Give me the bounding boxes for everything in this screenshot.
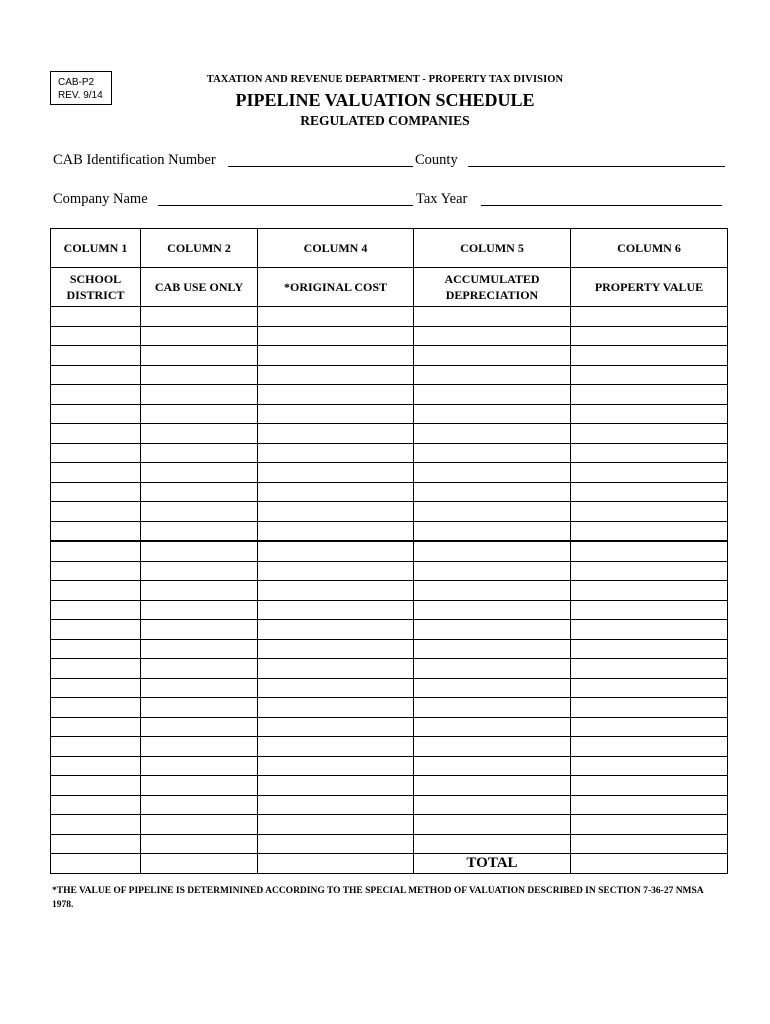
table-cell[interactable] xyxy=(258,834,414,854)
table-cell[interactable] xyxy=(414,561,571,581)
table-cell[interactable] xyxy=(571,834,728,854)
table-cell[interactable] xyxy=(51,502,141,522)
table-cell[interactable] xyxy=(51,620,141,640)
table-cell[interactable] xyxy=(51,326,141,346)
table-cell[interactable] xyxy=(141,307,258,327)
table-row xyxy=(51,307,728,327)
footnote: *THE VALUE OF PIPELINE IS DETERMININED ACCORDING TO THE SPECIAL METHOD OF VALUATION DESCRIBED IN SECTION 7-36-27 NMSA 1978. xyxy=(52,886,704,910)
table-cell[interactable] xyxy=(258,600,414,620)
table-row xyxy=(51,815,728,835)
tax-year-label: Tax Year xyxy=(416,191,468,207)
table-cell[interactable] xyxy=(141,463,258,483)
table-cell[interactable] xyxy=(571,502,728,522)
column-header: COLUMN 4 xyxy=(258,229,414,268)
table-row xyxy=(51,561,728,581)
table-cell[interactable] xyxy=(414,307,571,327)
table-cell[interactable] xyxy=(141,620,258,640)
table-cell[interactable] xyxy=(141,443,258,463)
table-cell[interactable] xyxy=(414,620,571,640)
table-cell[interactable] xyxy=(141,737,258,757)
table-cell[interactable] xyxy=(258,678,414,698)
table-cell[interactable] xyxy=(414,346,571,366)
table-cell[interactable] xyxy=(141,854,258,874)
form-revision: REV. 9/14 xyxy=(58,90,103,101)
table-cell[interactable] xyxy=(258,482,414,502)
valuation-table xyxy=(50,228,728,874)
table-cell[interactable] xyxy=(414,600,571,620)
table-cell[interactable] xyxy=(571,776,728,796)
table-cell[interactable] xyxy=(51,482,141,502)
table-row xyxy=(51,502,728,522)
table-cell[interactable] xyxy=(414,717,571,737)
table-cell[interactable] xyxy=(51,776,141,796)
table-cell[interactable] xyxy=(258,346,414,366)
company-name-field[interactable] xyxy=(158,205,413,206)
table-cell[interactable] xyxy=(51,561,141,581)
table-cell[interactable] xyxy=(414,541,571,561)
table-row xyxy=(51,659,728,679)
table-cell[interactable] xyxy=(414,443,571,463)
table-cell[interactable] xyxy=(51,854,141,874)
table-cell[interactable] xyxy=(141,795,258,815)
table-cell[interactable] xyxy=(414,678,571,698)
table-cell[interactable] xyxy=(141,365,258,385)
table-cell[interactable] xyxy=(414,424,571,444)
table-cell[interactable] xyxy=(258,620,414,640)
table-cell[interactable] xyxy=(571,404,728,424)
table-cell[interactable] xyxy=(141,678,258,698)
table-cell[interactable] xyxy=(258,502,414,522)
table-cell[interactable] xyxy=(258,659,414,679)
table-cell[interactable] xyxy=(571,424,728,444)
table-cell[interactable] xyxy=(51,698,141,718)
table-cell[interactable] xyxy=(141,639,258,659)
table-row xyxy=(51,698,728,718)
county-label: County xyxy=(415,152,458,168)
table-cell[interactable] xyxy=(51,463,141,483)
table-cell[interactable] xyxy=(51,346,141,366)
table-cell[interactable] xyxy=(141,424,258,444)
table-cell[interactable] xyxy=(51,815,141,835)
table-cell[interactable] xyxy=(51,678,141,698)
table-cell[interactable] xyxy=(51,424,141,444)
table-cell[interactable] xyxy=(414,815,571,835)
table-cell[interactable] xyxy=(571,346,728,366)
table-cell[interactable] xyxy=(51,404,141,424)
table-cell[interactable] xyxy=(571,482,728,502)
table-cell[interactable] xyxy=(414,463,571,483)
table-cell[interactable] xyxy=(51,659,141,679)
table-cell[interactable] xyxy=(571,795,728,815)
table-cell[interactable] xyxy=(571,385,728,405)
table-cell[interactable] xyxy=(258,854,414,874)
table-cell[interactable] xyxy=(414,385,571,405)
column-subheader: *ORIGINAL COST xyxy=(258,268,414,307)
table-cell[interactable] xyxy=(51,639,141,659)
table-cell[interactable] xyxy=(414,776,571,796)
table-cell[interactable] xyxy=(141,581,258,601)
table-cell[interactable] xyxy=(258,365,414,385)
table-row xyxy=(51,404,728,424)
column-header: COLUMN 2 xyxy=(141,229,258,268)
table-cell[interactable] xyxy=(141,521,258,541)
table-cell[interactable] xyxy=(141,815,258,835)
table-cell[interactable] xyxy=(414,482,571,502)
table-cell[interactable] xyxy=(571,365,728,385)
table-cell[interactable] xyxy=(571,717,728,737)
table-cell[interactable] xyxy=(51,581,141,601)
table-cell[interactable] xyxy=(51,834,141,854)
column-subheader: CAB USE ONLY xyxy=(141,268,258,307)
table-cell[interactable] xyxy=(141,346,258,366)
table-cell[interactable] xyxy=(414,581,571,601)
column-header: COLUMN 1 xyxy=(51,229,141,268)
table-cell[interactable] xyxy=(571,698,728,718)
table-cell[interactable] xyxy=(141,717,258,737)
table-cell[interactable] xyxy=(51,737,141,757)
form-code: CAB-P2 xyxy=(58,77,95,88)
table-row xyxy=(51,424,728,444)
table-cell[interactable] xyxy=(258,541,414,561)
table-cell[interactable] xyxy=(141,404,258,424)
table-row xyxy=(51,737,728,757)
table-cell[interactable] xyxy=(141,326,258,346)
page-subtitle: REGULATED COMPANIES xyxy=(300,113,470,128)
cab-id-label: CAB Identification Number xyxy=(53,152,216,168)
column-subheader-row xyxy=(51,268,728,307)
table-cell[interactable] xyxy=(571,561,728,581)
county-field[interactable] xyxy=(468,166,725,167)
table-row xyxy=(51,620,728,640)
table-row xyxy=(51,443,728,463)
table-cell[interactable] xyxy=(51,717,141,737)
table-row xyxy=(51,776,728,796)
table-cell[interactable] xyxy=(414,639,571,659)
table-cell[interactable] xyxy=(141,502,258,522)
column-header: COLUMN 5 xyxy=(414,229,571,268)
table-cell[interactable] xyxy=(571,659,728,679)
table-row xyxy=(51,326,728,346)
table-cell[interactable] xyxy=(414,521,571,541)
table-cell[interactable] xyxy=(141,385,258,405)
page-title: PIPELINE VALUATION SCHEDULE xyxy=(235,90,535,110)
table-cell[interactable] xyxy=(414,404,571,424)
table-cell[interactable] xyxy=(571,737,728,757)
table-cell[interactable] xyxy=(51,443,141,463)
table-cell[interactable] xyxy=(258,737,414,757)
table-cell[interactable] xyxy=(414,834,571,854)
table-cell[interactable] xyxy=(258,581,414,601)
table-row xyxy=(51,717,728,737)
table-cell[interactable] xyxy=(571,581,728,601)
table-cell[interactable] xyxy=(258,561,414,581)
table-cell[interactable] xyxy=(51,795,141,815)
table-cell[interactable] xyxy=(258,404,414,424)
department-heading: TAXATION AND REVENUE DEPARTMENT - PROPERTY TAX DIVISION xyxy=(206,74,564,85)
table-cell[interactable] xyxy=(414,737,571,757)
table-cell[interactable] xyxy=(571,620,728,640)
table-cell[interactable] xyxy=(571,307,728,327)
table-cell[interactable] xyxy=(258,385,414,405)
table-cell[interactable] xyxy=(258,463,414,483)
table-cell[interactable] xyxy=(571,326,728,346)
table-row xyxy=(51,795,728,815)
table-cell[interactable] xyxy=(571,600,728,620)
table-cell[interactable] xyxy=(141,482,258,502)
table-cell[interactable] xyxy=(141,600,258,620)
table-cell[interactable] xyxy=(258,639,414,659)
total-row xyxy=(51,854,728,874)
table-cell[interactable] xyxy=(571,541,728,561)
table-cell[interactable] xyxy=(414,698,571,718)
table-row xyxy=(51,581,728,601)
table-cell[interactable] xyxy=(141,756,258,776)
table-cell[interactable] xyxy=(571,678,728,698)
table-cell[interactable] xyxy=(571,815,728,835)
table-row xyxy=(51,834,728,854)
table-cell[interactable] xyxy=(258,717,414,737)
table-row xyxy=(51,639,728,659)
table-cell[interactable] xyxy=(51,385,141,405)
table-cell[interactable] xyxy=(51,541,141,561)
table-cell[interactable] xyxy=(414,365,571,385)
column-subheader: SCHOOL DISTRICT xyxy=(51,268,141,307)
table-cell[interactable] xyxy=(258,307,414,327)
table-cell[interactable] xyxy=(414,326,571,346)
table-cell[interactable] xyxy=(51,521,141,541)
column-header-row xyxy=(51,229,728,268)
table-row xyxy=(51,365,728,385)
table-cell[interactable] xyxy=(571,756,728,776)
table-cell[interactable] xyxy=(258,815,414,835)
table-cell[interactable] xyxy=(571,463,728,483)
column-subheader: PROPERTY VALUE xyxy=(571,268,728,307)
table-row xyxy=(51,463,728,483)
cab-id-field[interactable] xyxy=(228,166,413,167)
total-label: TOTAL xyxy=(414,854,571,874)
table-cell[interactable] xyxy=(141,561,258,581)
table-row xyxy=(51,346,728,366)
table-cell[interactable] xyxy=(571,521,728,541)
table-cell[interactable] xyxy=(258,521,414,541)
table-cell[interactable] xyxy=(414,795,571,815)
column-subheader: ACCUMULATED DEPRECIATION xyxy=(414,268,571,307)
table-cell[interactable] xyxy=(414,502,571,522)
table-cell[interactable] xyxy=(258,756,414,776)
table-cell[interactable] xyxy=(51,365,141,385)
table-cell[interactable] xyxy=(258,776,414,796)
table-cell[interactable] xyxy=(141,659,258,679)
table-row xyxy=(51,678,728,698)
table-cell[interactable] xyxy=(51,600,141,620)
table-cell[interactable] xyxy=(141,698,258,718)
table-cell[interactable] xyxy=(258,443,414,463)
column-header: COLUMN 6 xyxy=(571,229,728,268)
table-row xyxy=(51,521,728,541)
table-cell[interactable] xyxy=(571,639,728,659)
table-cell[interactable] xyxy=(258,698,414,718)
table-cell[interactable] xyxy=(258,795,414,815)
table-cell[interactable] xyxy=(414,756,571,776)
company-name-label: Company Name xyxy=(53,191,148,207)
table-row xyxy=(51,600,728,620)
table-cell[interactable] xyxy=(51,756,141,776)
table-cell[interactable] xyxy=(571,443,728,463)
table-row xyxy=(51,756,728,776)
table-row xyxy=(51,482,728,502)
table-cell[interactable] xyxy=(141,834,258,854)
table-cell[interactable] xyxy=(51,307,141,327)
table-row xyxy=(51,541,728,561)
table-cell[interactable] xyxy=(141,541,258,561)
table-cell[interactable] xyxy=(258,424,414,444)
table-cell[interactable] xyxy=(414,659,571,679)
tax-year-field[interactable] xyxy=(481,205,722,206)
total-value-cell[interactable] xyxy=(571,854,728,874)
table-cell[interactable] xyxy=(258,326,414,346)
table-cell[interactable] xyxy=(141,776,258,796)
table-row xyxy=(51,385,728,405)
